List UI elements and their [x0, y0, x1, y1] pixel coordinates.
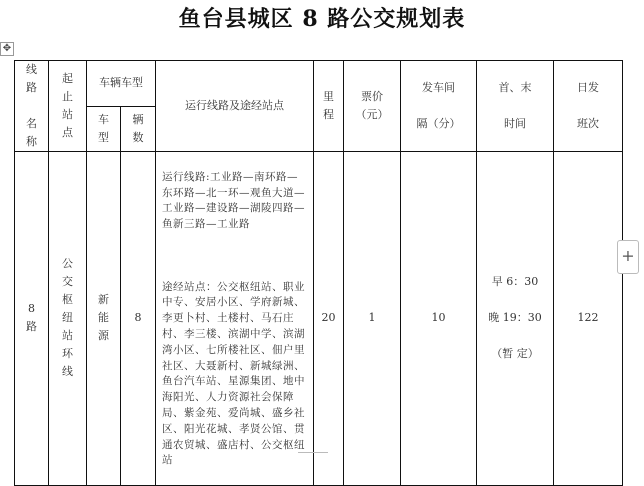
cell-route: [156, 152, 314, 486]
cell-model: 新 能 源: [87, 152, 121, 486]
move-handle-icon[interactable]: ✥: [0, 42, 14, 56]
route-stops-text: 途经站点：公交枢纽站、职业中专、安居小区、学府新城、李更卜村、土楼村、马石庄村、李三楼、滨湖中学、滨湖湾小区、七所楼社区、佃户里社区、大聂新村、新城绿洲、鱼台汽车站、星源集团、地中海阳光、人力资源社会保障局、紫金苑、爱尚城、盛乡社区、阳光花城、孝贤公馆、贯通农贸城、盛店村、公交枢纽站: [162, 280, 305, 467]
bus-plan-table: [14, 60, 623, 486]
header-count: 辆 数: [121, 106, 156, 152]
header-model: 车 型: [87, 106, 121, 152]
header-daily: 日发 班次: [554, 61, 623, 152]
header-line-name: 线 路 名 称: [15, 61, 49, 152]
cell-count: 8: [121, 152, 156, 486]
page-title: 鱼台县城区 8 路公交规划表: [178, 6, 466, 32]
route-line-text: 运行线路:工业路—南环路—东环路—北一环—观鱼大道—工业路—建设路—湖陵四路—鱼新三路—工业路: [162, 170, 305, 231]
cell-start-end: 公 交 枢 纽 站 环 线: [49, 152, 87, 486]
cell-fare: 1: [344, 152, 401, 486]
cell-times: 早 6：30 晚 19：30 （暂 定）: [477, 152, 554, 486]
header-route: 运行线路及途经站点: [156, 61, 314, 152]
header-start-end: 起 止 站 点: [49, 61, 87, 152]
header-mileage: 里 程: [314, 61, 344, 152]
header-fare: 票价 （元）: [344, 61, 401, 152]
header-vehicle-type: 车辆车型: [87, 61, 156, 107]
header-times: 首、末 时间: [477, 61, 554, 152]
table-row: [15, 152, 623, 486]
cell-interval: 10: [401, 152, 477, 486]
cell-line-name: 8 路: [15, 152, 49, 486]
header-interval: 发车间 隔（分）: [401, 61, 477, 152]
cell-daily: 122: [554, 152, 623, 486]
plus-icon[interactable]: +: [617, 240, 639, 274]
cell-mileage: 20: [314, 152, 344, 486]
